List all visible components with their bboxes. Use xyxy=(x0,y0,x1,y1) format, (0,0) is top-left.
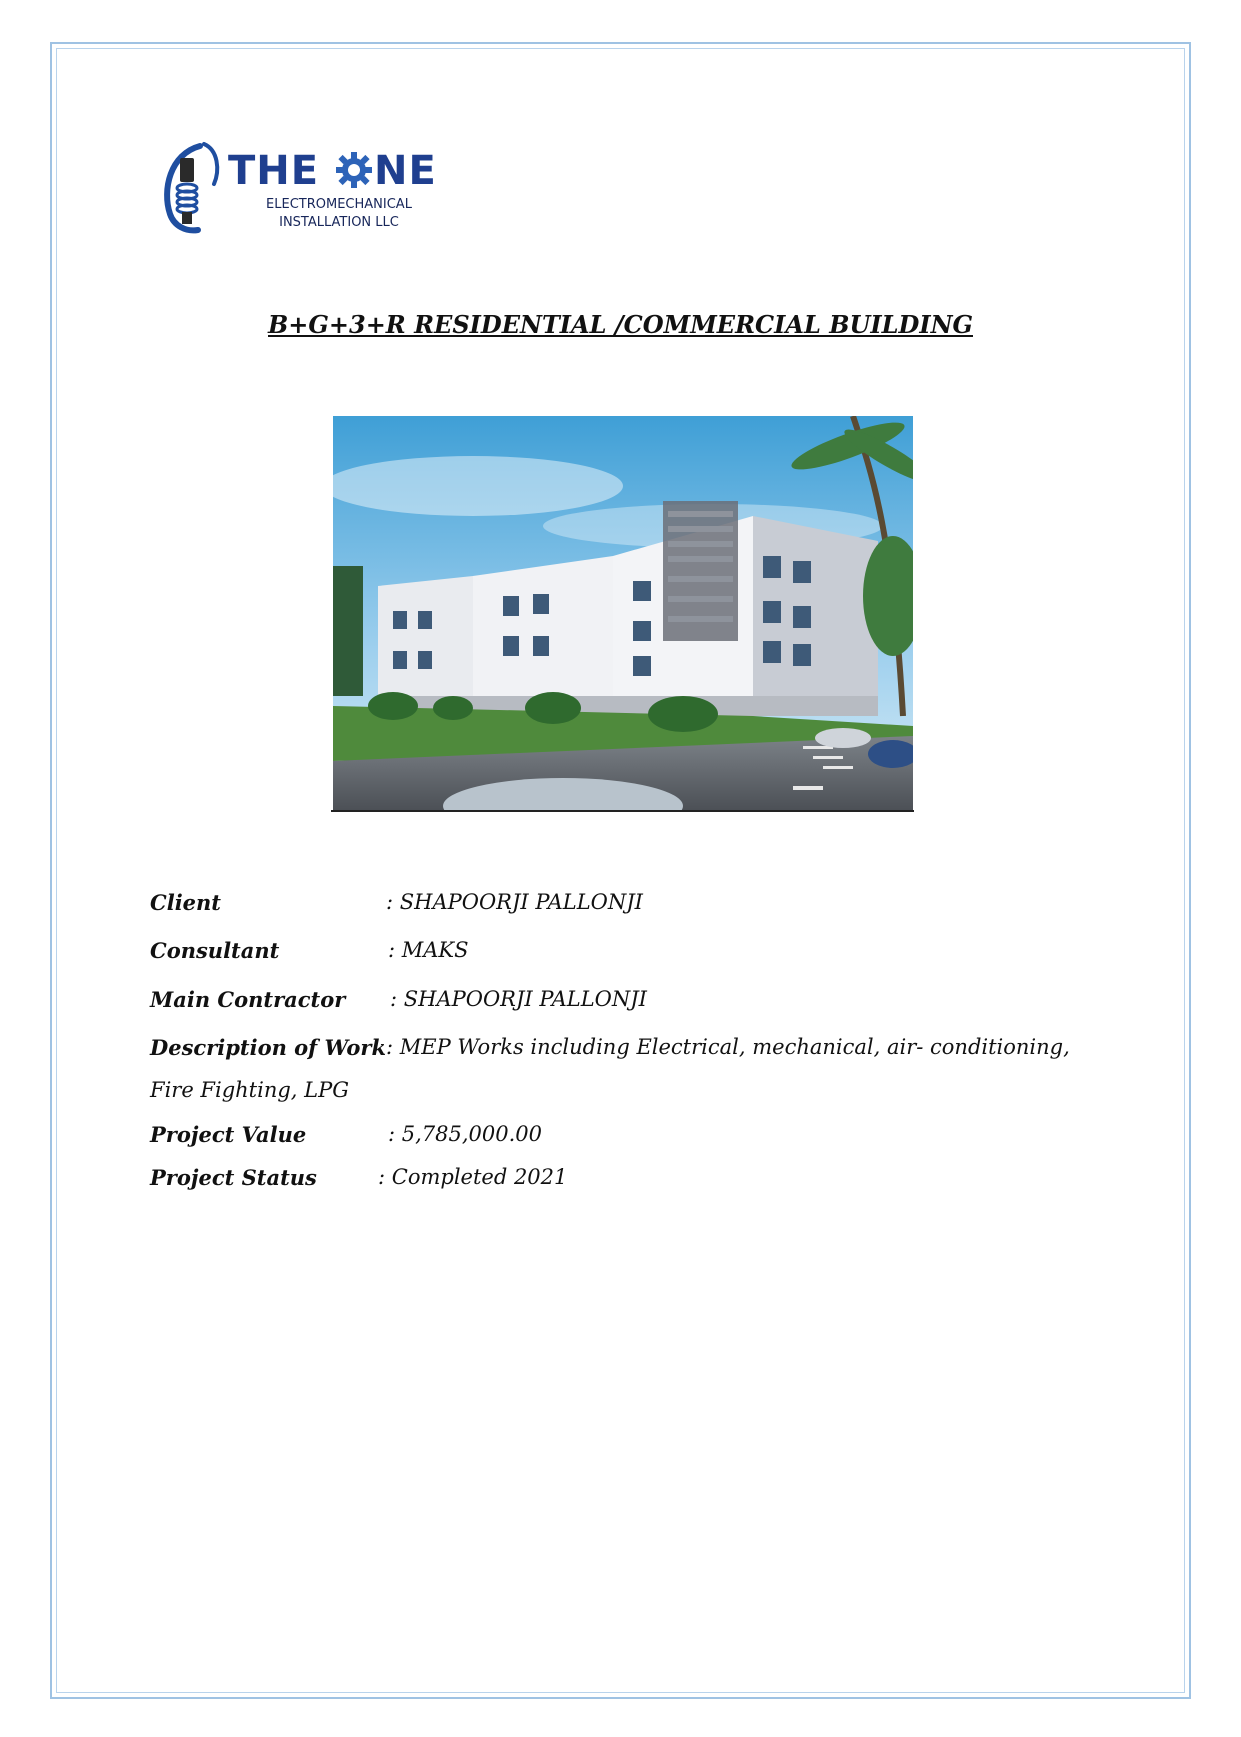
description-value: : MEP Works including Electrical, mechanical, air- conditioning, xyxy=(386,1035,1070,1059)
client-label: Client xyxy=(150,890,221,915)
document-title: B+G+3+R RESIDENTIAL /COMMERCIAL BUILDING xyxy=(268,310,973,339)
consultant-value: : MAKS xyxy=(388,938,469,962)
client-value: : SHAPOORJI PALLONJI xyxy=(386,890,643,914)
building-photo xyxy=(333,416,913,810)
description-continuation: Fire Fighting, LPG xyxy=(150,1078,350,1102)
logo-word-the: THE xyxy=(228,148,335,194)
logo-word-ne: NE xyxy=(374,148,437,194)
status-row xyxy=(150,1165,568,1190)
logo-subtitle xyxy=(244,196,434,232)
consultant-row xyxy=(150,938,469,963)
logo-subtitle-line1: ELECTROMECHANICAL xyxy=(266,197,412,212)
photo-underline xyxy=(331,810,914,812)
project-status: : Completed 2021 xyxy=(378,1165,568,1189)
contractor-row xyxy=(150,987,647,1012)
company-logo xyxy=(160,140,440,240)
project-value-label: Project Value xyxy=(150,1122,307,1147)
contractor-value: : SHAPOORJI PALLONJI xyxy=(390,987,647,1011)
logo-wordmark xyxy=(228,148,437,194)
description-label: Description of Work xyxy=(150,1035,387,1060)
description-row xyxy=(150,1035,1070,1060)
contractor-label: Main Contractor xyxy=(150,987,346,1012)
project-value: : 5,785,000.00 xyxy=(388,1122,543,1146)
consultant-label: Consultant xyxy=(150,938,280,963)
gear-icon xyxy=(335,151,373,189)
value-row xyxy=(150,1122,543,1147)
project-status-label: Project Status xyxy=(150,1165,317,1190)
client-row xyxy=(150,890,643,915)
page-border-inner xyxy=(56,48,1185,1693)
logo-subtitle-line2: INSTALLATION LLC xyxy=(279,215,399,230)
coil-icon xyxy=(160,140,224,236)
